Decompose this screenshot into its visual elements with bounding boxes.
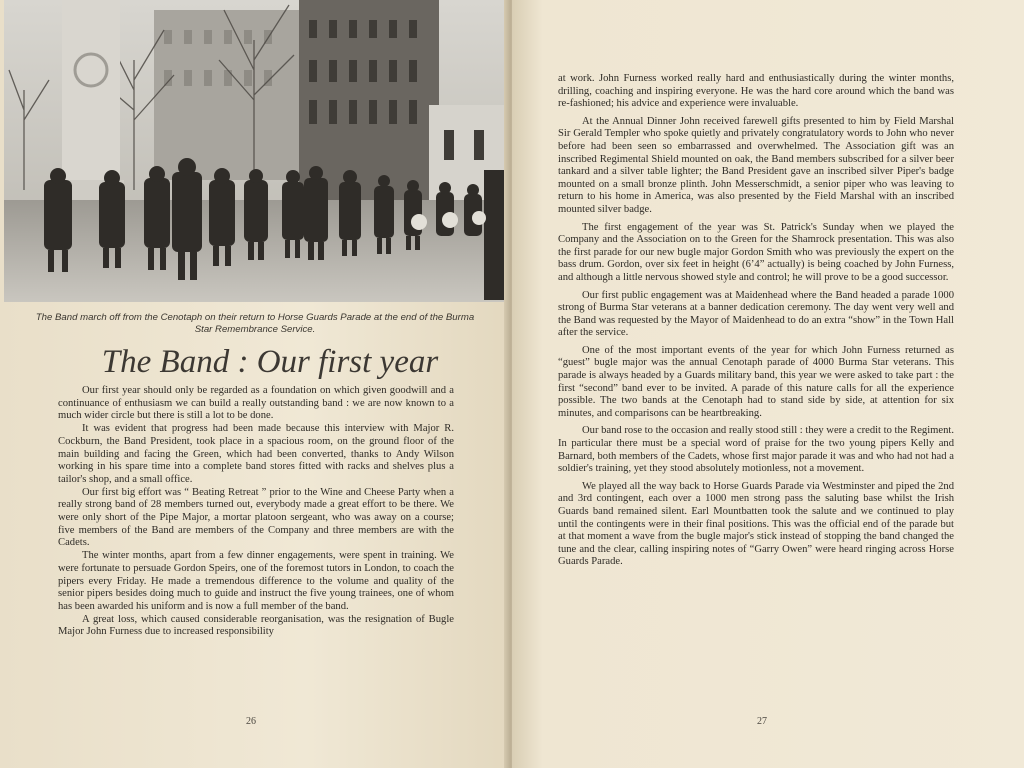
paragraph: It was evident that progress had been made because this interview with Major R. Cockburn, the Band President, took place in a spacious room, on the ground floor of the main building and facing the Green, which had been converted, thanks to Andy Wilson working in his spare time into a complete band stores fitted with racks and shelves plus a tailor's shop, and a small office. bbox=[58, 423, 454, 485]
band-march-photo bbox=[4, 0, 506, 302]
right-body-text bbox=[558, 73, 954, 569]
paragraph: Our band rose to the occasion and really stood still : they were a credit to the Regiment. In particular there must be a special word of praise for the two young pipers Kelly and Barnard, both members of the Cadets, whose first major parade it was and who had not had a soldier's training, yet they stood absolutely motionless, not a movement. bbox=[558, 425, 954, 475]
photo-caption: The Band march off from the Cenotaph on their return to Horse Guards Parade at the end of the Burma Star Remembrance Service. bbox=[35, 312, 475, 335]
paragraph: Our first public engagement was at Maidenhead where the Band headed a parade 1000 strong of Burma Star veterans at a banner dedication ceremony. The day went very well and the Band was requested by the Mayor of Maidenhead to do an extra “show” in the Town Hall after the service. bbox=[558, 289, 954, 339]
paragraph: A great loss, which caused considerable reorganisation, was the resignation of Bugle Major John Furness due to increased responsibility bbox=[58, 613, 454, 638]
right-page bbox=[512, 0, 1024, 768]
paragraph: Our first year should only be regarded as a foundation on which given goodwill and a continuance of enthusiasm we can build a really outstanding band : we are now known to a much wider circle but there is still a lot to be done. bbox=[58, 385, 454, 422]
paragraph: One of the most important events of the year for which John Furness returned as “guest” bugle major was the annual Cenotaph parade of 4000 Burma Star veterans. This parade is always headed by a Guards military band, this year we were asked to take part : the first “second” band ever to be invited. A parade of this nature calls for all the experience possible. The two bands at the Cenotaph had to stand side by side, at attention for six minutes, and comparisons can be heartbreaking. bbox=[558, 344, 954, 419]
left-body-text bbox=[58, 385, 454, 639]
article-title: The Band : Our first year bbox=[101, 344, 439, 380]
paragraph: Our first big effort was “ Beating Retreat ” prior to the Wine and Cheese Party when a really strong band of 28 members turned out, everybody made a great effort to be there. We were only short of the Pipe Major, a mortar platoon sergeant, who was away on a course; five members of the Band are members of the Company and three members are with the Cadets. bbox=[58, 486, 454, 549]
page-number-left: 26 bbox=[246, 716, 256, 727]
paragraph: at work. John Furness worked really hard and enthusiastically during the winter months, drilling, coaching and inspiring everyone. He was the hard core around which the band was re-fashioned; his advice and experience were invaluable. bbox=[558, 73, 954, 110]
paragraph: The winter months, apart from a few dinner engagements, were spent in training. We were fortunate to persuade Gordon Speirs, one of the foremost tutors in London, to coach the pipers every Friday. He made a tremendous difference to the volume and quality of the senior pipers besides doing much to guide and instruct the five young trainees, one of whom has been awarded his uniform and is now a full member of the band. bbox=[58, 550, 454, 612]
page-number-right: 27 bbox=[757, 716, 767, 727]
paragraph: At the Annual Dinner John received farewell gifts presented to him by Field Marshal Sir Gerald Templer who spoke quietly and privately congratulatory words to John who never before had been seen so embarrassed and overwhelmed. The Association gift was an inscribed Regimental Shield mounted on oak, the Band members subscribed for a silver beer tankard and a silver table lighter; the Band President gave an inscribed silver Piper's badge mounted on a small bronze plinth. John Messerschmidt, a senior piper who was leaving to return to his home in America, was also presented by the Field Marshal with an inscribed mounted silver badge. bbox=[558, 115, 954, 215]
paragraph: The first engagement of the year was St. Patrick's Sunday when we played the Company and the Association on to the Green for the Shamrock presentation. This was also the first parade for our new bugle major Gordon Smith who was previously the expert on the bass drum. Gordon, over six feet in height (6’4” actually) is being coached by John Furness, and although a little nervous showed style and control; he will prove to be a good successor. bbox=[558, 221, 954, 283]
left-page bbox=[0, 0, 510, 768]
paragraph: We played all the way back to Horse Guards Parade via Westminster and piped the 2nd and 3rd contingent, each over a 1000 men strong pass the saluting base whilst the Irish Guards band remained silent. Earl Mountbatten took the salute and we continued to play until the contingents were in their final positions. This was the official end of the parade but at that moment a wave from the bugle major's stick instead of stopping the band changed the tune and the clear, calling inspiring notes of “Garry Owen” were heard ringing across Horse Guards Parade. bbox=[558, 480, 954, 568]
